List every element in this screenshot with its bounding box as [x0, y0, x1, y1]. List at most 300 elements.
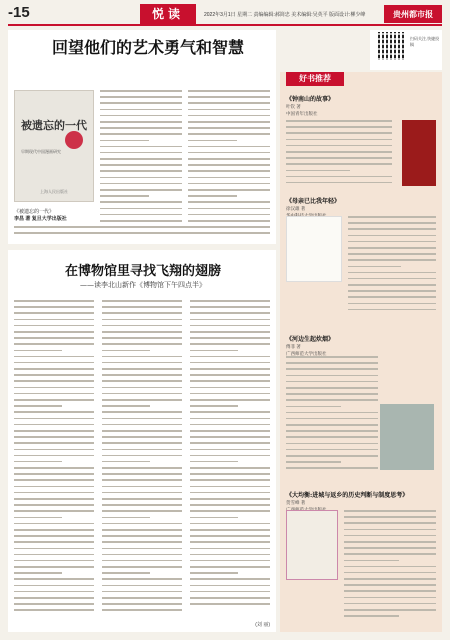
- text-line: [102, 343, 182, 345]
- text-line: [100, 152, 182, 154]
- text-line: [14, 578, 94, 580]
- text-line: [100, 96, 182, 98]
- article-subtitle: ——读李北山新作《博物馆下午四点半》: [80, 281, 206, 289]
- section-badge: 悦读: [140, 4, 196, 24]
- text-line: [102, 473, 182, 475]
- text-line: [190, 343, 270, 345]
- text-line: [348, 241, 436, 243]
- text-line: [190, 479, 270, 481]
- caption-author: 李昌 著 复旦大学出版社: [14, 216, 67, 222]
- text-line: [102, 504, 182, 506]
- text-line: [14, 504, 94, 506]
- text-line: [102, 498, 182, 500]
- cover-subtitle: 早期现代中国漫画研究: [21, 149, 61, 154]
- text-line: [102, 380, 182, 382]
- text-line: [190, 504, 270, 506]
- text-line: [102, 312, 182, 314]
- text-line: [14, 306, 94, 308]
- text-line: [14, 560, 94, 562]
- text-line: [188, 164, 270, 166]
- text-line: [102, 560, 182, 562]
- text-line: [102, 337, 182, 339]
- museum-article: [8, 250, 276, 632]
- text-line: [102, 597, 182, 599]
- text-line: [14, 597, 94, 599]
- book-cover-river: [380, 404, 434, 470]
- qr-code-block[interactable]: [370, 30, 442, 70]
- text-line: [14, 498, 94, 500]
- text-line: [102, 603, 182, 605]
- text-line: [344, 560, 399, 562]
- text-line: [14, 356, 94, 358]
- text-line: [102, 572, 150, 574]
- article-col3: [190, 300, 270, 612]
- text-line: [190, 306, 270, 308]
- text-line: [14, 479, 94, 481]
- text-line: [190, 541, 270, 543]
- text-line: [286, 139, 392, 141]
- article-editor: (刘 丽): [255, 622, 270, 628]
- text-line: [190, 486, 270, 488]
- book-publisher: 中国青年出版社: [286, 111, 318, 116]
- text-line: [286, 375, 378, 377]
- page-number: -15: [8, 4, 30, 21]
- text-line: [188, 208, 270, 210]
- text-line: [14, 455, 94, 457]
- text-line: [286, 393, 378, 395]
- book-title: 《大均衡:进城与返乡的历史判断与制度思考》: [286, 492, 409, 499]
- text-line: [100, 102, 182, 104]
- text-line: [14, 226, 270, 228]
- text-line: [190, 517, 238, 519]
- text-line: [14, 523, 94, 525]
- text-line: [188, 115, 270, 117]
- text-line: [102, 517, 150, 519]
- text-line: [102, 467, 182, 469]
- book-entry: [286, 490, 436, 630]
- text-line: [102, 436, 182, 438]
- book-publisher: 广西师范大学出版社: [286, 351, 327, 356]
- text-line: [190, 578, 270, 580]
- text-line: [286, 157, 392, 159]
- text-line: [14, 331, 94, 333]
- text-line: [102, 461, 150, 463]
- text-line: [344, 522, 436, 524]
- book-author: 贺雪峰 著: [286, 500, 306, 505]
- text-line: [344, 516, 436, 518]
- text-line: [100, 170, 182, 172]
- text-line: [14, 430, 94, 432]
- text-line: [14, 232, 270, 234]
- book-caption: [14, 208, 114, 222]
- text-line: [190, 498, 270, 500]
- text-line: [190, 405, 238, 407]
- text-line: [188, 201, 270, 203]
- text-line: [344, 578, 436, 580]
- text-line: [190, 492, 270, 494]
- text-line: [188, 189, 270, 191]
- text-line: [190, 603, 270, 605]
- text-line: [286, 387, 378, 389]
- text-line: [14, 337, 94, 339]
- text-line: [102, 325, 182, 327]
- book-body: [286, 356, 378, 476]
- text-line: [100, 189, 182, 191]
- cover-title: 被遗忘的一代: [21, 119, 87, 132]
- text-line: [102, 368, 182, 370]
- text-line: [14, 572, 62, 574]
- text-line: [190, 548, 270, 550]
- text-line: [348, 284, 436, 286]
- article-col2: [102, 300, 182, 620]
- cover-decoration: [65, 131, 83, 149]
- text-line: [190, 380, 270, 382]
- text-line: [190, 368, 270, 370]
- text-line: [188, 133, 270, 135]
- text-line: [188, 140, 237, 142]
- text-line: [102, 585, 182, 587]
- text-line: [188, 121, 270, 123]
- text-line: [190, 572, 238, 574]
- text-line: [102, 399, 182, 401]
- text-line: [102, 430, 182, 432]
- book-entry: [286, 94, 436, 194]
- text-line: [188, 170, 270, 172]
- book-recommend-sidebar: [280, 72, 442, 632]
- book-body: [344, 510, 436, 622]
- text-line: [190, 436, 270, 438]
- article-title: 在博物馆里寻找飞翔的翅膀: [64, 264, 221, 279]
- text-line: [102, 609, 182, 611]
- text-line: [190, 529, 270, 531]
- book-author: 叶钦 著: [286, 104, 301, 109]
- text-line: [348, 278, 436, 280]
- text-line: [14, 473, 94, 475]
- text-line: [348, 253, 436, 255]
- text-line: [286, 182, 392, 184]
- book-entry: [286, 334, 436, 484]
- text-line: [190, 312, 270, 314]
- text-line: [344, 510, 436, 512]
- text-line: [190, 461, 238, 463]
- text-line: [14, 541, 94, 543]
- text-line: [102, 523, 182, 525]
- text-line: [286, 412, 378, 414]
- text-line: [100, 109, 182, 111]
- text-line: [348, 266, 401, 268]
- text-line: [102, 374, 182, 376]
- text-line: [190, 337, 270, 339]
- text-line: [100, 127, 182, 129]
- text-line: [344, 584, 436, 586]
- text-line: [188, 152, 270, 154]
- text-line: [348, 216, 436, 218]
- text-line: [344, 535, 436, 537]
- text-line: [102, 387, 182, 389]
- text-line: [344, 529, 436, 531]
- text-line: [102, 393, 182, 395]
- text-line: [286, 381, 378, 383]
- text-line: [102, 300, 182, 302]
- text-line: [102, 529, 182, 531]
- text-line: [14, 492, 94, 494]
- text-line: [286, 467, 378, 469]
- book-entry: [286, 196, 436, 326]
- text-line: [102, 541, 182, 543]
- text-line: [102, 486, 182, 488]
- text-line: [348, 309, 436, 311]
- text-line: [286, 455, 378, 457]
- text-line: [286, 132, 392, 134]
- text-line: [102, 554, 182, 556]
- text-line: [190, 399, 270, 401]
- text-line: [100, 214, 182, 216]
- text-line: [188, 158, 270, 160]
- text-line: [190, 424, 270, 426]
- text-line: [102, 566, 182, 568]
- text-line: [286, 126, 392, 128]
- text-line: [188, 102, 270, 104]
- text-line: [286, 461, 341, 463]
- text-line: [344, 609, 436, 611]
- text-line: [286, 443, 378, 445]
- text-line: [14, 554, 94, 556]
- text-line: [14, 467, 94, 469]
- text-line: [190, 523, 270, 525]
- text-line: [14, 319, 94, 321]
- text-line: [348, 259, 436, 261]
- text-line: [190, 442, 270, 444]
- text-line: [286, 163, 392, 165]
- text-line: [100, 115, 182, 117]
- text-line: [190, 362, 270, 364]
- text-line: [100, 164, 182, 166]
- text-line: [190, 393, 270, 395]
- text-line: [286, 176, 392, 178]
- text-line: [14, 442, 94, 444]
- text-line: [348, 247, 436, 249]
- text-line: [286, 362, 378, 364]
- book-title: 《河边生起炊烟》: [286, 336, 335, 343]
- text-line: [286, 449, 378, 451]
- book-author: 徐汉雄 著: [286, 206, 306, 211]
- text-line: [102, 331, 182, 333]
- text-line: [344, 603, 436, 605]
- text-line: [188, 127, 270, 129]
- text-line: [188, 146, 270, 148]
- sidebar-tag: 好书推荐: [286, 72, 344, 86]
- text-line: [190, 455, 270, 457]
- text-line: [102, 350, 150, 352]
- text-line: [102, 492, 182, 494]
- text-line: [344, 590, 436, 592]
- text-line: [14, 380, 94, 382]
- text-line: [102, 510, 182, 512]
- text-line: [14, 603, 94, 605]
- qr-caption: 扫码关注,快捷投稿: [410, 36, 440, 47]
- text-line: [286, 356, 378, 358]
- text-line: [102, 362, 182, 364]
- text-line: [344, 553, 436, 555]
- text-line: [190, 510, 270, 512]
- text-line: [190, 535, 270, 537]
- text-line: [188, 195, 237, 197]
- header-meta: 2022年3月1日 星期二 责编编辑:郝简忠 美术编辑:吴英平 版面设计:柳少峰: [204, 12, 366, 18]
- text-line: [14, 325, 94, 327]
- text-line: [188, 214, 270, 216]
- text-line: [286, 430, 378, 432]
- text-line: [190, 350, 238, 352]
- text-line: [100, 177, 182, 179]
- text-line: [190, 418, 270, 420]
- text-line: [102, 455, 182, 457]
- book-title: 《母亲已比我年轻》: [286, 198, 341, 205]
- text-line: [102, 535, 182, 537]
- text-line: [190, 319, 270, 321]
- text-line: [190, 554, 270, 556]
- text-line: [286, 424, 378, 426]
- text-line: [100, 121, 182, 123]
- text-line: [100, 201, 182, 203]
- text-line: [102, 405, 150, 407]
- text-line: [14, 374, 94, 376]
- text-line: [102, 449, 182, 451]
- text-line: [188, 220, 270, 222]
- feature-body-col1: [100, 90, 182, 240]
- text-line: [102, 479, 182, 481]
- book-cover-balance: [286, 510, 338, 580]
- text-line: [14, 387, 94, 389]
- text-line: [14, 418, 94, 420]
- text-line: [14, 461, 62, 463]
- text-line: [102, 356, 182, 358]
- text-line: [14, 585, 94, 587]
- text-line: [14, 312, 94, 314]
- text-line: [190, 467, 270, 469]
- text-line: [14, 436, 94, 438]
- text-line: [286, 399, 378, 401]
- text-line: [14, 529, 94, 531]
- text-line: [102, 591, 182, 593]
- text-line: [344, 547, 436, 549]
- text-line: [102, 306, 182, 308]
- text-line: [14, 517, 62, 519]
- qr-code-overlay: [378, 32, 406, 60]
- text-line: [190, 356, 270, 358]
- text-line: [14, 548, 94, 550]
- text-line: [100, 158, 182, 160]
- cover-publisher: 上海人民出版社: [40, 189, 68, 194]
- text-line: [102, 411, 182, 413]
- text-line: [100, 208, 182, 210]
- text-line: [102, 578, 182, 580]
- feature-body-lower: [14, 226, 270, 242]
- text-line: [190, 374, 270, 376]
- text-line: [14, 510, 94, 512]
- text-line: [190, 387, 270, 389]
- text-line: [100, 133, 182, 135]
- article-col1: [14, 300, 94, 620]
- text-line: [14, 393, 94, 395]
- text-line: [344, 615, 399, 617]
- book-cover-mother: [286, 216, 342, 282]
- text-line: [14, 535, 94, 537]
- text-line: [14, 399, 94, 401]
- text-line: [344, 566, 436, 568]
- text-line: [100, 140, 149, 142]
- text-line: [190, 473, 270, 475]
- text-line: [190, 325, 270, 327]
- feature-title: 回望他们的艺术勇气和智慧: [51, 38, 244, 57]
- text-line: [188, 177, 270, 179]
- text-line: [14, 350, 62, 352]
- text-line: [100, 183, 182, 185]
- text-line: [286, 120, 392, 122]
- text-line: [286, 436, 378, 438]
- text-line: [188, 109, 270, 111]
- text-line: [286, 170, 350, 172]
- text-line: [14, 424, 94, 426]
- text-line: [190, 430, 270, 432]
- text-line: [190, 597, 270, 599]
- text-line: [100, 220, 182, 222]
- brand-logo: 贵州都市报: [384, 5, 442, 23]
- text-line: [190, 449, 270, 451]
- book-cover: [14, 90, 94, 202]
- text-line: [190, 560, 270, 562]
- text-line: [286, 406, 341, 408]
- text-line: [286, 151, 392, 153]
- text-line: [14, 591, 94, 593]
- text-line: [102, 418, 182, 420]
- text-line: [348, 235, 436, 237]
- text-line: [102, 548, 182, 550]
- text-line: [286, 368, 378, 370]
- text-line: [286, 418, 378, 420]
- text-line: [190, 566, 270, 568]
- text-line: [348, 296, 436, 298]
- text-line: [14, 300, 94, 302]
- text-line: [102, 442, 182, 444]
- text-line: [102, 424, 182, 426]
- text-line: [286, 145, 392, 147]
- text-line: [100, 90, 182, 92]
- text-line: [190, 585, 270, 587]
- text-line: [14, 368, 94, 370]
- text-line: [188, 90, 270, 92]
- text-line: [190, 591, 270, 593]
- text-line: [100, 146, 182, 148]
- book-title: 《钟南山的故事》: [286, 96, 335, 103]
- book-body: [286, 120, 392, 190]
- text-line: [348, 272, 436, 274]
- book-cover-zhong: [402, 120, 436, 186]
- text-line: [14, 411, 94, 413]
- text-line: [344, 597, 436, 599]
- text-line: [14, 362, 94, 364]
- book-author: 傅菲 著: [286, 344, 301, 349]
- text-line: [14, 343, 94, 345]
- feature-body-col2: [188, 90, 270, 240]
- text-line: [348, 303, 436, 305]
- book-body: [348, 216, 436, 320]
- text-line: [190, 300, 270, 302]
- text-line: [14, 486, 94, 488]
- text-line: [344, 541, 436, 543]
- text-line: [100, 195, 149, 197]
- text-line: [14, 449, 94, 451]
- feature-article: [8, 30, 276, 244]
